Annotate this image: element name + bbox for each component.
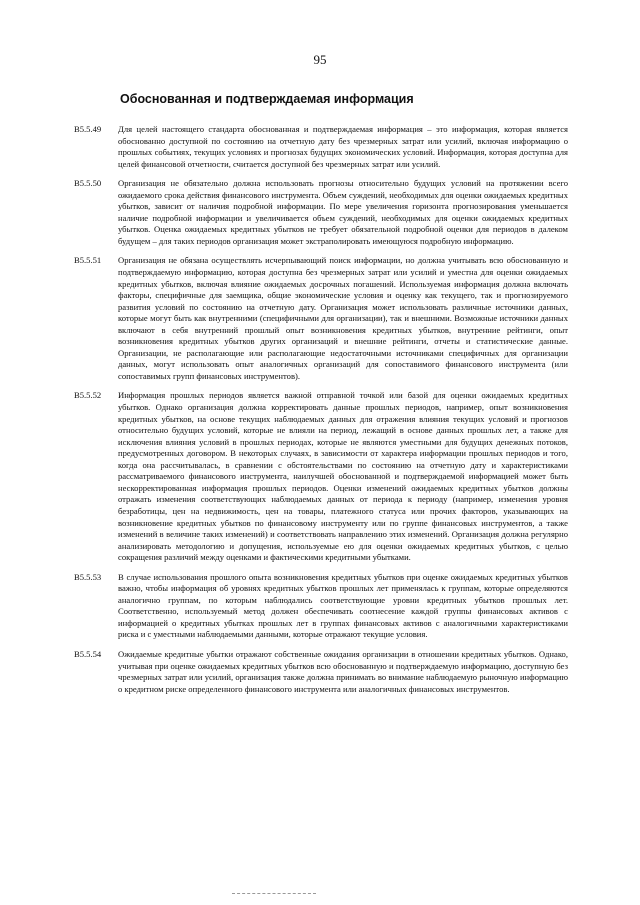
paragraph	[74, 390, 568, 563]
paragraph	[74, 572, 568, 641]
paragraph	[74, 124, 568, 170]
section-heading: Обоснованная и подтверждаемая информация	[120, 92, 414, 106]
paragraph	[74, 178, 568, 247]
paragraph-list	[74, 124, 568, 703]
paragraph-number: B5.5.51	[74, 255, 102, 266]
paragraph-text: Организация не обязательно должна использовать прогнозы относительно будущих условий на протяжении всего ожидаемого срока действия финансового инструмента. Объем суждений, необходимых для оценки ожидаемых кредитных убытков, зависит от наличия подробной информации. По мере увеличения горизонта прогнозирования уменьшается наличие подробной информации и увеличивается объем суждений, необходимых для оценки ожидаемых кредитных убытков. Оценка ожидаемых кредитных убытков не требует обязательной подробной оценки для периодов в далеком будущем – для таких периодов организация может экстраполировать имеющуюся подробную информацию.	[118, 178, 568, 246]
paragraph	[74, 255, 568, 382]
paragraph	[74, 649, 568, 695]
page-number: 95	[313, 52, 327, 67]
paragraph-number: B5.5.50	[74, 178, 102, 189]
bottom-divider	[232, 893, 316, 894]
paragraph-text: Для целей настоящего стандарта обоснованная и подтверждаемая информация – это информация, которая является обоснованно доступной по состоянию на отчетную дату без чрезмерных затрат или усилий, включая информацию о прошлых событиях, текущих условиях и прогнозах будущих экономических условий. Информация, которая доступна для целей финансовой отчетности, считается доступной без чрезмерных затрат или усилий.	[118, 124, 568, 169]
paragraph-text: Информация прошлых периодов является важной отправной точкой или базой для оценки ожидаемых кредитных убытков. Однако организация должна корректировать данные прошлых периодов, например, опыт возникновения кредитных убытков, на основе текущих наблюдаемых данных для отражения влияния текущих условий и прогнозов относительно будущих условий, которые не влияли на период, лежащий в основе данных прошлых лет, а также для исключения влияния условий в прошлых периодах, которые не являются уместными для будущих денежных потоков, предусмотренных договором. В некоторых случаях, в зависимости от характера информации прошлых периодов и того, когда она рассчитывалась, в сравнении с обстоятельствами по состоянию на отчетную дату и характеристиками рассматриваемого финансового инструмента, наилучшей обоснованной и подтверждаемой информацией может быть нескорректированная информация прошлых периодов. Оценки изменений ожидаемых кредитных убытков должны отражать изменения соответствующих наблюдаемых данных от периода к периоду (например, изменения уровня безработицы, цен на недвижимость, цен на товары, платежного статуса или прочих факторов, указывающих на возникновение кредитных убытков по финансовому инструменту или по группе финансовых инструментов, а также изменений в величине таких изменений) и соответствовать направлению этих изменений. Организация должна регулярно анализировать методологию и допущения, используемые ею для оценки ожидаемых кредитных убытков, с целью сокращения различий между оценками и фактическими кредитными убытками.	[118, 390, 568, 563]
paragraph-number: B5.5.49	[74, 124, 102, 134]
paragraph-number: B5.5.54	[74, 648, 102, 659]
paragraph-number: B5.5.53	[74, 571, 102, 582]
paragraph-text: Ожидаемые кредитные убытки отражают собственные ожидания организации в отношении кредитных убытков. Однако, учитывая при оценке ожидаемых кредитных убытков всю обоснованную и подтверждаемую информацию, доступную без чрезмерных затрат или усилий, организация также должна принимать во внимание наблюдаемую рыночную информацию о кредитном риске определенного финансового инструмента или аналогичных финансовых инструментов.	[118, 648, 568, 694]
paragraph-text: В случае использования прошлого опыта возникновения кредитных убытков при оценке ожидаемых кредитных убытков важно, чтобы информация об уровнях кредитных убытков прошлых лет применялась к группам, которые определяются аналогично группам, по которым наблюдались соответствующие уровни кредитных убытков прошлых лет. Соответственно, используемый метод должен обеспечивать соотнесение каждой группы финансовых активов с информацией о кредитных убытках прошлых лет в группах финансовых активов с аналогичными характеристиками риска и с уместными наблюдаемыми данными, которые отражают текущие условия.	[118, 571, 568, 640]
paragraph-number: B5.5.52	[74, 390, 102, 401]
paragraph-text: Организация не обязана осуществлять исчерпывающий поиск информации, но должна учитывать всю обоснованную и подтверждаемую информацию, которая доступна без чрезмерных затрат или усилий и уместна для оценки ожидаемых кредитных убытков, включая влияние ожидаемых досрочных погашений. Используемая информация должна включать факторы, специфичные для заемщика, общие экономические условия и оценку как текущего, так и прогнозируемого развития условий по состоянию на отчетную дату. Организация может использовать различные источники данных, которые могут быть как внутренними (специфичными для организации), так и внешними. Возможные источники данных включают в себя внутренний прошлый опыт возникновения кредитных убытков, внутренние рейтинги, опыт возникновения кредитных убытков других организаций и внешние рейтинги, отчеты и статистические данные. Организации, не располагающие или располагающие недостаточными источниками специфичных для организации данных, могут использовать опыт аналогичных организаций для сопоставимого финансового инструмента (или сопоставимых групп финансовых инструментов).	[118, 255, 568, 381]
